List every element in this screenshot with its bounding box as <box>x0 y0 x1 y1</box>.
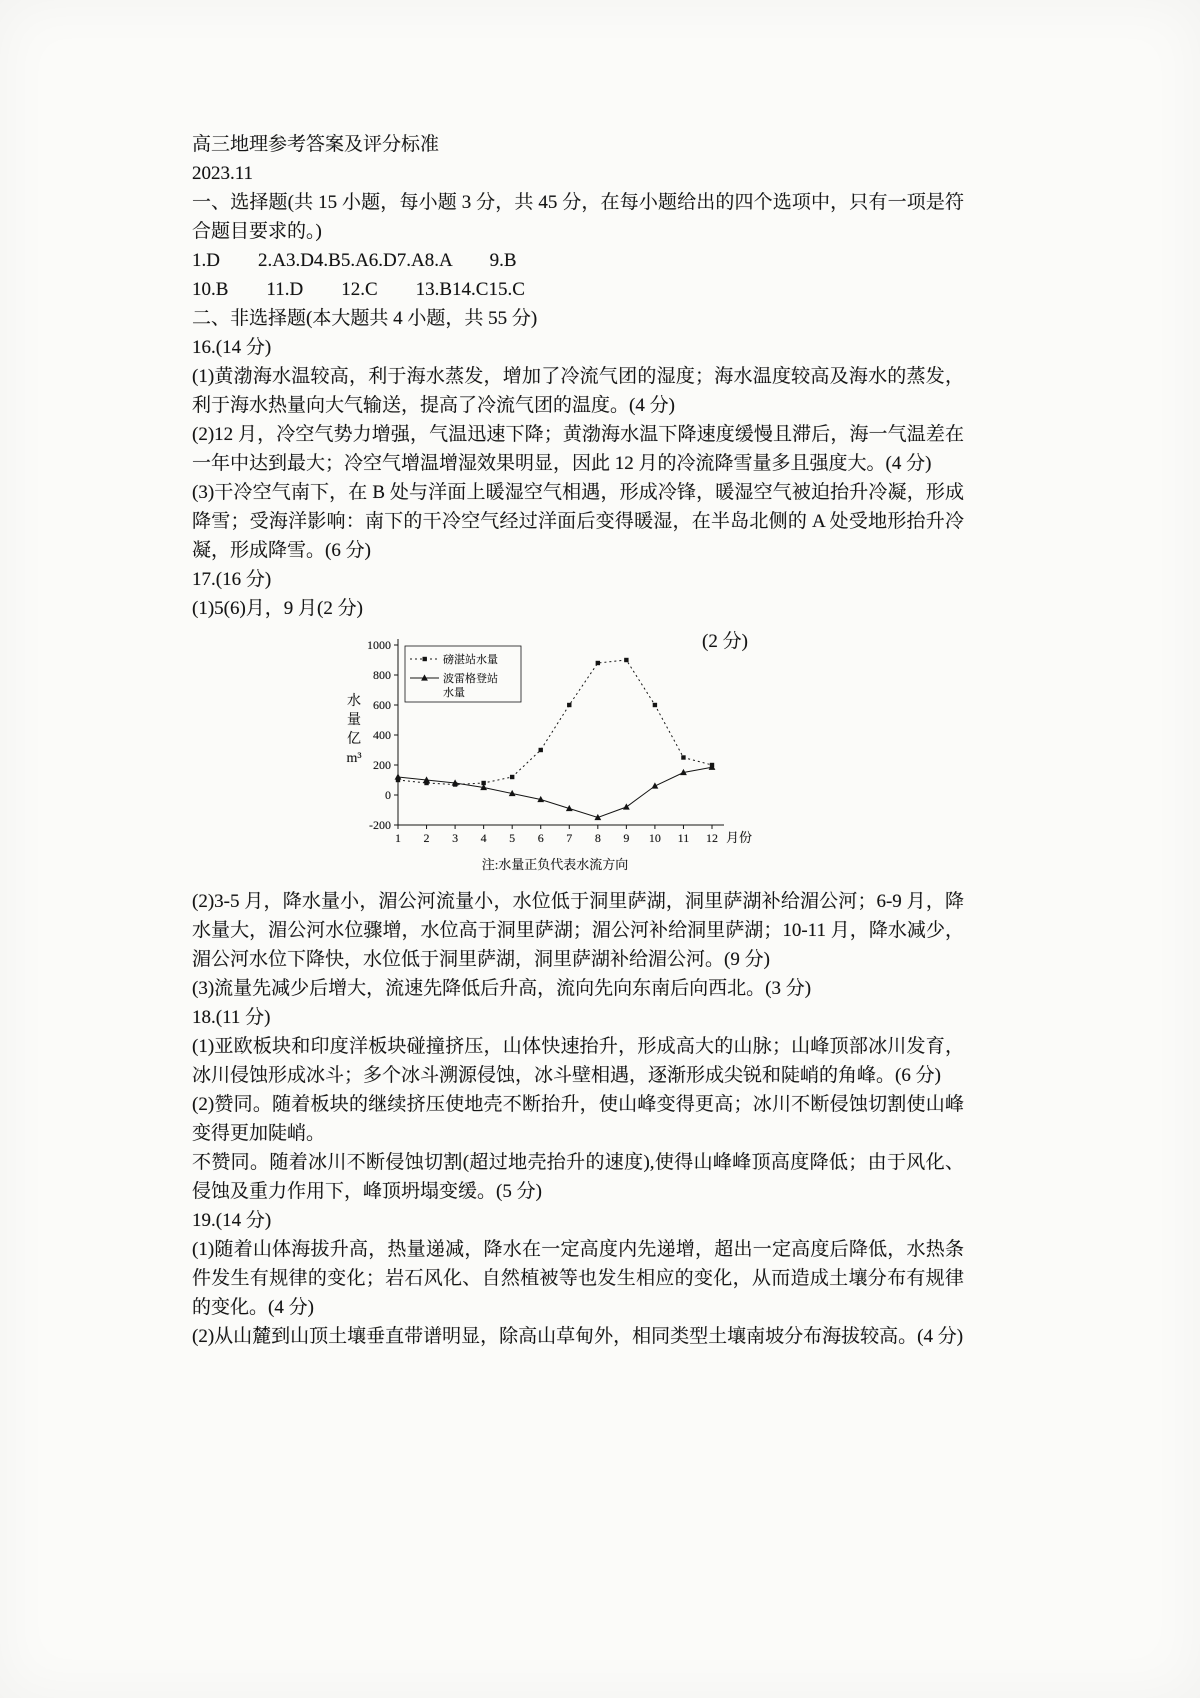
svg-text:6: 6 <box>537 831 544 845</box>
answer-q17-1: (1)5(6)月，9 月(2 分) <box>192 598 363 619</box>
answer-q18-1: (1)亚欧板块和印度洋板块碰撞挤压，山体快速抬升，形成高大的山脉；山峰顶部冰川发育，冰川侵蚀形成冰斗；多个冰斗溯源侵蚀，冰斗壁相遇，逐渐形成尖锐和陡峭的角峰。(6 分) <box>192 1036 964 1086</box>
svg-text:m³: m³ <box>346 751 362 766</box>
answer-q19-1: (1)随着山体海拔升高，热量递减，降水在一定高度内先递增，超出一定高度后降低，水热条件发生有规律的变化；岩石风化、自然植被等也发生相应的变化，从而造成土壤分布有规律的变化。(4 分) <box>192 1239 964 1318</box>
answer-q17-2: (2)3-5 月，降水量小，湄公河流量小，水位低于洞里萨湖，洞里萨湖补给湄公河；6-9 月，降水量大，湄公河水位骤增，水位高于洞里萨湖；湄公河补给洞里萨湖；10-11 月，降水减少，湄公河水位下降快，水位低于洞里萨湖，洞里萨湖补给湄公河。(9 分) <box>192 891 964 970</box>
svg-text:1: 1 <box>395 831 401 845</box>
svg-text:量: 量 <box>347 713 361 728</box>
svg-text:磅湛站水量: 磅湛站水量 <box>443 654 498 666</box>
page-title: 高三地理参考答案及评分标准 <box>192 134 440 155</box>
svg-text:200: 200 <box>373 758 391 772</box>
choice-answers-row-1: 1.D 2.A3.D4.B5.A6.D7.A8.A 9.B <box>192 250 517 271</box>
svg-text:0: 0 <box>385 788 391 802</box>
svg-text:400: 400 <box>373 728 391 742</box>
water-volume-chart-svg <box>320 631 760 879</box>
section2-heading: 二、非选择题(本大题共 4 小题，共 55 分) <box>192 308 538 329</box>
answer-sheet-content <box>192 130 964 1351</box>
answer-q17-3: (3)流量先减少后增大，流速先降低后升高，流向先向东南后向西北。(3 分) <box>192 978 812 999</box>
answer-q16-1: (1)黄渤海水温较高，利于海水蒸发，增加了冷流气团的湿度；海水温度较高及海水的蒸发，利于海水热量向大气输送，提高了冷流气团的温度。(4 分) <box>192 366 964 416</box>
svg-text:2: 2 <box>423 831 430 845</box>
exam-date: 2023.11 <box>192 163 254 184</box>
svg-text:5: 5 <box>509 831 516 845</box>
answer-q18-2-agree: (2)赞同。随着板块的继续挤压使地壳不断抬升，使山峰变得更高；冰川不断侵蚀切割使山峰变得更加陡峭。 <box>192 1094 964 1144</box>
svg-text:水: 水 <box>347 694 361 709</box>
svg-text:水量: 水量 <box>443 687 465 699</box>
answer-q16-2: (2)12 月，冷空气势力增强，气温迅速下降；黄渤海水温下降速度缓慢且滞后，海一气温差在一年中达到最大；冷空气增温增湿效果明显，因此 12 月的冷流降雪量多且强度大。(4 分) <box>192 424 964 474</box>
question18-heading: 18.(11 分) <box>192 1007 271 1028</box>
svg-text:12: 12 <box>706 831 718 845</box>
question19-heading: 19.(14 分) <box>192 1210 272 1231</box>
svg-text:月份: 月份 <box>726 830 753 845</box>
choice-answers-row-2: 10.B 11.D 12.C 13.B14.C15.C <box>192 279 525 300</box>
svg-text:1000: 1000 <box>367 638 391 652</box>
svg-text:9: 9 <box>623 831 630 845</box>
question16-heading: 16.(14 分) <box>192 337 272 358</box>
answer-q19-2: (2)从山麓到山顶土壤垂直带谱明显，除高山草甸外，相同类型土壤南坡分布海拔较高。(4 分) <box>192 1326 964 1347</box>
svg-text:亿: 亿 <box>347 732 361 747</box>
svg-text:3: 3 <box>452 831 459 845</box>
svg-text:600: 600 <box>373 698 391 712</box>
svg-text:4: 4 <box>480 831 487 845</box>
question17-heading: 17.(16 分) <box>192 569 272 590</box>
answer-q18-2-disagree: 不赞同。随着冰川不断侵蚀切割(超过地壳抬升的速度),使得山峰峰顶高度降低；由于风化、侵蚀及重力作用下，峰顶坍塌变缓。(5 分) <box>192 1152 964 1202</box>
svg-text:7: 7 <box>566 831 573 845</box>
answer-q16-3: (3)干冷空气南下，在 B 处与洋面上暖湿空气相遇，形成冷锋，暖湿空气被迫抬升冷凝，形成降雪；受海洋影响：南下的干冷空气经过洋面后变得暖湿，在半岛北侧的 A 处受地形抬升冷凝，形成降雪。(6 分) <box>192 482 964 561</box>
svg-text:8: 8 <box>594 831 601 845</box>
svg-text:-200: -200 <box>369 818 391 832</box>
svg-text:10: 10 <box>648 831 661 845</box>
svg-text:800: 800 <box>373 668 391 682</box>
svg-text:11: 11 <box>677 831 690 845</box>
svg-text:波雷格登站: 波雷格登站 <box>443 673 498 685</box>
water-volume-chart <box>320 631 840 881</box>
svg-text:注:水量正负代表水流方向: 注:水量正负代表水流方向 <box>481 857 629 872</box>
chart-score-annotation: (2 分) <box>702 631 748 652</box>
section1-heading: 一、选择题(共 15 小题，每小题 3 分，共 45 分，在每小题给出的四个选项中，只有一项是符合题目要求的。) <box>192 192 964 242</box>
